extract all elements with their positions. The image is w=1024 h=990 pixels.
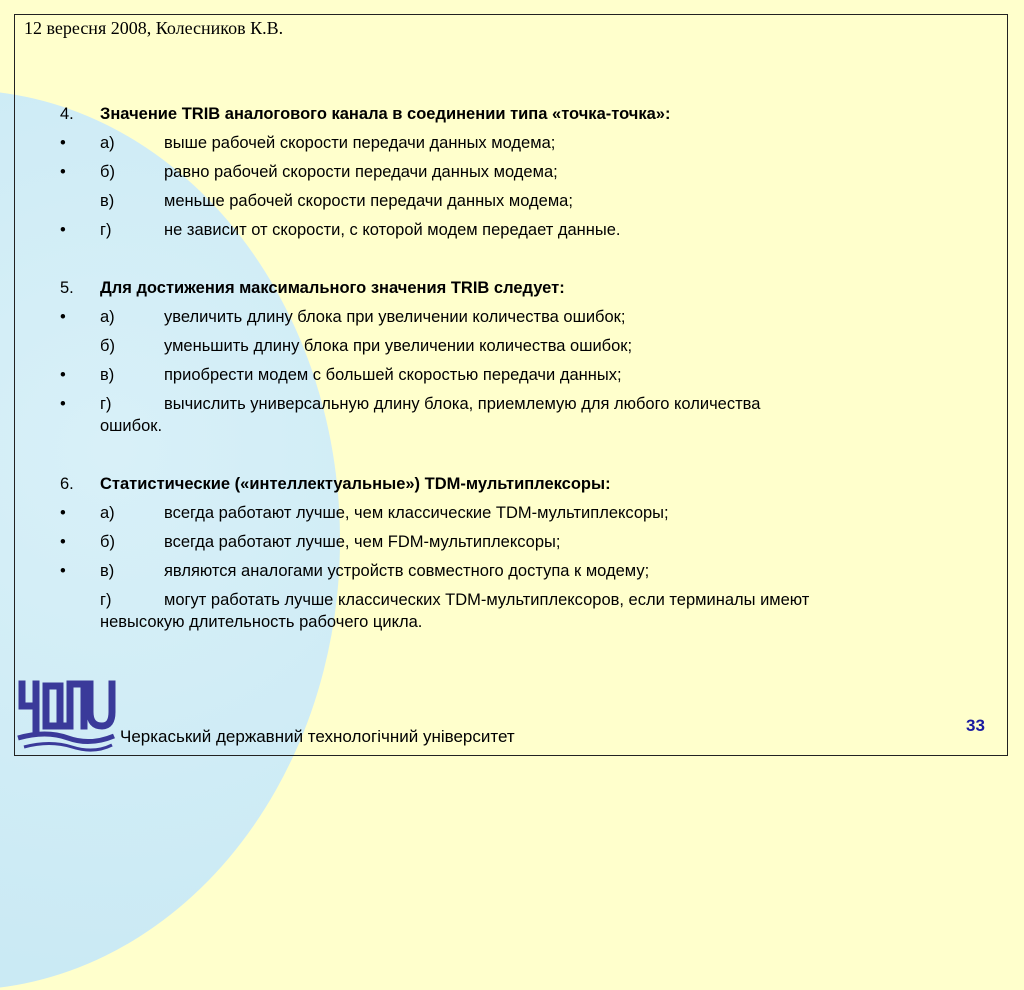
questions-list: [60, 103, 960, 640]
option-row: [60, 589, 960, 640]
option-row: [60, 306, 960, 335]
university-logo-icon: [16, 672, 116, 752]
option-text: не зависит от скорости, с которой модем передает данные.: [164, 221, 621, 239]
slide-header: 12 вересня 2008, Колесников К.В.: [24, 18, 284, 38]
option-row: [60, 393, 960, 444]
question-title: Для достижения максимального значения TRIB следует:: [100, 279, 565, 297]
option-row: [60, 502, 960, 531]
bullet: •: [60, 134, 66, 152]
bullet: •: [60, 533, 66, 551]
option-row: [60, 335, 960, 364]
option-row: [60, 560, 960, 589]
option-row: [60, 364, 960, 393]
option-letter: в): [100, 192, 115, 210]
bullet: •: [60, 308, 66, 326]
option-letter: г): [100, 221, 112, 239]
option-row: [60, 190, 960, 219]
question-number: 4.: [60, 105, 74, 123]
page-number: 33: [966, 716, 985, 735]
option-text: вычислить универсальную длину блока, приемлемую для любого количества: [164, 395, 761, 413]
option-letter: б): [100, 337, 115, 355]
option-row: [60, 531, 960, 560]
footer-university-name: Черкаський державний технологічний університет: [120, 727, 515, 746]
option-text: приобрести модем с большей скоростью передачи данных;: [164, 366, 622, 384]
bullet: •: [60, 504, 66, 522]
bullet: •: [60, 221, 66, 239]
option-letter: б): [100, 533, 115, 551]
option-letter: а): [100, 134, 115, 152]
question-title-row: [60, 103, 960, 132]
option-text-continuation: ошибок.: [100, 417, 163, 435]
option-letter: в): [100, 366, 115, 384]
spacer: [60, 248, 960, 277]
question-title-row: [60, 473, 960, 502]
bullet: •: [60, 562, 66, 580]
option-text: всегда работают лучше, чем FDM-мультиплексоры;: [164, 533, 561, 551]
option-row: [60, 219, 960, 248]
spacer: [60, 444, 960, 473]
option-text-continuation: невысокую длительность рабочего цикла.: [100, 613, 423, 631]
bullet: •: [60, 366, 66, 384]
option-row: [60, 132, 960, 161]
option-letter: г): [100, 591, 112, 609]
question-number: 6.: [60, 475, 74, 493]
option-letter: б): [100, 163, 115, 181]
option-text: могут работать лучше классических TDM-мультиплексоров, если терминалы имеют: [164, 591, 810, 609]
question-title: Значение TRIB аналогового канала в соединении типа «точка-точка»:: [100, 105, 671, 123]
question-title-row: [60, 277, 960, 306]
option-text: увеличить длину блока при увеличении количества ошибок;: [164, 308, 626, 326]
option-text: равно рабочей скорости передачи данных модема;: [164, 163, 558, 181]
bullet: •: [60, 395, 66, 413]
question-title: Статистические («интеллектуальные») TDM-мультиплексоры:: [100, 475, 611, 493]
option-text: меньше рабочей скорости передачи данных модема;: [164, 192, 573, 210]
option-letter: г): [100, 395, 112, 413]
option-text: выше рабочей скорости передачи данных модема;: [164, 134, 556, 152]
option-letter: а): [100, 308, 115, 326]
option-letter: а): [100, 504, 115, 522]
option-text: уменьшить длину блока при увеличении количества ошибок;: [164, 337, 633, 355]
option-text: всегда работают лучше, чем классические TDM-мультиплексоры;: [164, 504, 669, 522]
question-number: 5.: [60, 279, 74, 297]
bullet: •: [60, 163, 66, 181]
option-text: являются аналогами устройств совместного доступа к модему;: [164, 562, 650, 580]
option-row: [60, 161, 960, 190]
option-letter: в): [100, 562, 115, 580]
